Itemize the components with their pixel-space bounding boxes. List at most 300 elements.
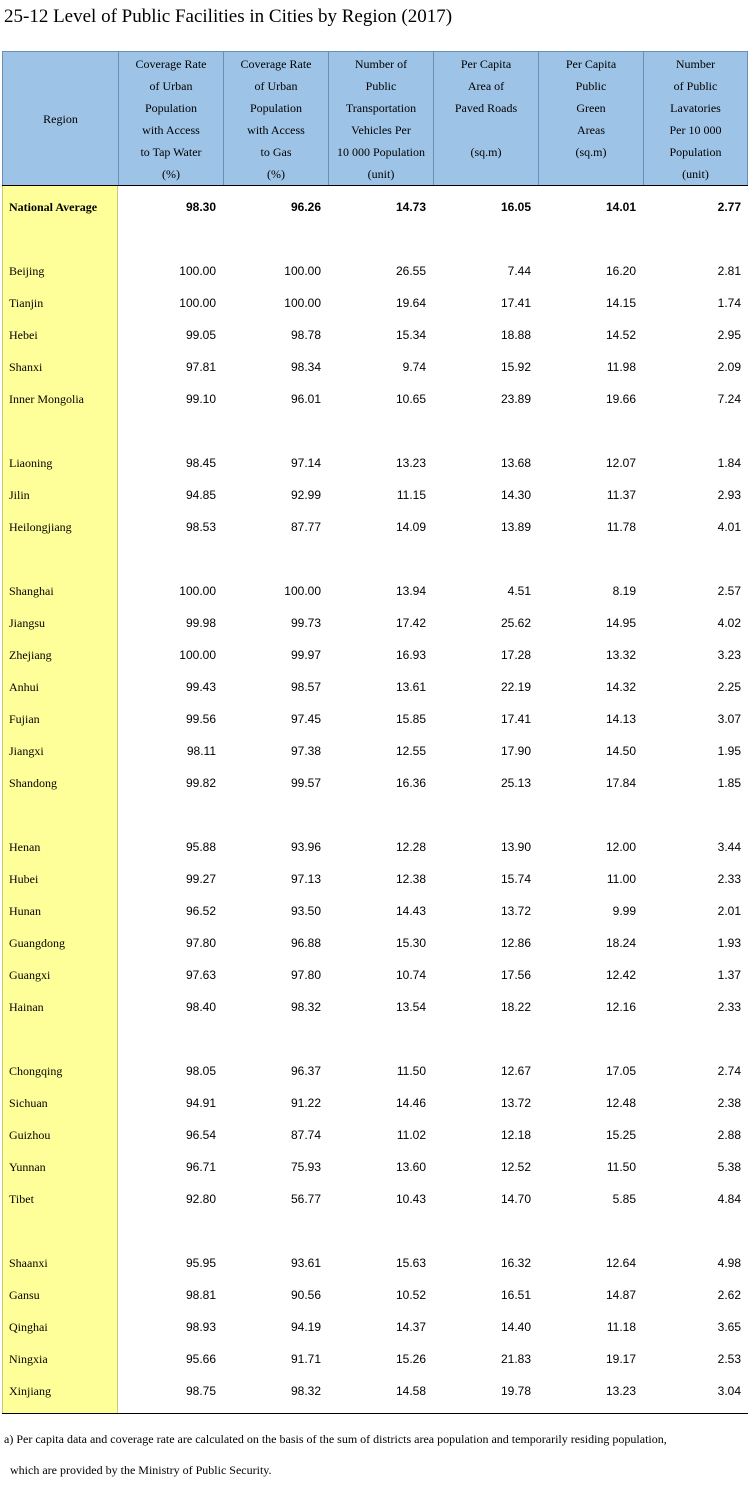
header-paved-roads xyxy=(433,52,538,185)
table-row xyxy=(2,296,748,316)
table-row xyxy=(2,264,748,284)
region-name: Liaoning xyxy=(9,456,53,470)
value-cell: 18.24 xyxy=(605,936,636,950)
header-line: (%) xyxy=(162,167,180,181)
region-name: Hubei xyxy=(9,872,39,886)
table-row xyxy=(2,1128,748,1148)
value-cell: 12.67 xyxy=(500,1064,531,1078)
region-name: Zhejiang xyxy=(9,648,52,662)
table-row xyxy=(2,392,748,412)
footnote-line-1: a) Per capita data and coverage rate are calculated on the basis of the sum of districts area population and temporarily residing population, xyxy=(4,1432,667,1446)
value-cell: 15.25 xyxy=(605,1128,636,1142)
value-cell: 56.77 xyxy=(290,1192,321,1206)
value-cell: 2.09 xyxy=(717,360,741,374)
region-name: Beijing xyxy=(9,264,45,278)
value-cell: 99.73 xyxy=(290,616,321,630)
footnote-line-2: which are provided by the Ministry of Public Security. xyxy=(10,1463,272,1477)
value-cell: 12.52 xyxy=(500,1160,531,1174)
header-line: Public xyxy=(365,79,397,93)
value-cell: 100.00 xyxy=(284,296,321,310)
value-cell: 3.44 xyxy=(717,840,741,854)
region-name: Qinghai xyxy=(9,1320,48,1334)
value-cell: 1.74 xyxy=(717,296,741,310)
value-cell: 10.65 xyxy=(395,392,426,406)
value-cell: 23.89 xyxy=(500,392,531,406)
value-cell: 18.22 xyxy=(500,1000,531,1014)
value-cell: 14.46 xyxy=(395,1096,426,1110)
header-line xyxy=(539,163,643,185)
region-name: Tianjin xyxy=(9,296,44,310)
value-cell: 12.38 xyxy=(395,872,426,886)
value-cell: 19.66 xyxy=(605,392,636,406)
value-cell: 98.34 xyxy=(290,360,321,374)
value-cell: 5.38 xyxy=(717,1160,741,1174)
value-cell: 17.41 xyxy=(500,296,531,310)
region-name: Jiangsu xyxy=(9,616,45,630)
value-cell: 2.33 xyxy=(717,872,741,886)
value-cell: 2.77 xyxy=(717,200,741,214)
header-line: Vehicles Per xyxy=(351,123,411,137)
header-line: (%) xyxy=(267,167,285,181)
value-cell: 12.18 xyxy=(500,1128,531,1142)
region-name: Jilin xyxy=(9,488,30,502)
header-line xyxy=(434,163,538,185)
value-cell: 14.70 xyxy=(500,1192,531,1206)
value-cell: 1.93 xyxy=(717,936,741,950)
value-cell: 9.99 xyxy=(612,904,636,918)
table-body xyxy=(2,186,748,1414)
table-row xyxy=(2,584,748,604)
value-cell: 17.56 xyxy=(500,968,531,982)
value-cell: 14.32 xyxy=(605,680,636,694)
header-line: (sq.m) xyxy=(470,145,502,159)
value-cell: 11.00 xyxy=(606,872,636,886)
value-cell: 13.90 xyxy=(500,840,531,854)
region-name: Guangxi xyxy=(9,968,51,982)
value-cell: 96.71 xyxy=(185,1160,216,1174)
value-cell: 13.68 xyxy=(500,456,531,470)
header-line: Coverage Rate xyxy=(240,57,312,71)
header-line: Paved Roads xyxy=(454,101,518,115)
value-cell: 4.51 xyxy=(507,584,531,598)
value-cell: 12.64 xyxy=(605,1256,636,1270)
value-cell: 16.93 xyxy=(395,648,426,662)
value-cell: 2.25 xyxy=(717,680,741,694)
value-cell: 96.54 xyxy=(185,1128,216,1142)
value-cell: 99.43 xyxy=(185,680,216,694)
table-row xyxy=(2,1096,748,1116)
region-name: Hainan xyxy=(9,1000,44,1014)
table-row xyxy=(2,712,748,732)
value-cell: 99.82 xyxy=(185,776,216,790)
value-cell: 5.85 xyxy=(612,1192,636,1206)
value-cell: 95.88 xyxy=(185,840,216,854)
value-cell: 14.52 xyxy=(605,328,636,342)
value-cell: 97.63 xyxy=(185,968,216,982)
value-cell: 12.55 xyxy=(395,744,426,758)
table-row xyxy=(2,616,748,636)
value-cell: 25.13 xyxy=(500,776,531,790)
table-row xyxy=(2,488,748,508)
value-cell: 100.00 xyxy=(284,584,321,598)
value-cell: 97.14 xyxy=(290,456,321,470)
value-cell: 99.57 xyxy=(290,776,321,790)
header-line: with Access xyxy=(142,123,200,137)
table-row xyxy=(2,968,748,988)
header-line: (unit) xyxy=(367,167,395,181)
value-cell: 15.85 xyxy=(395,712,426,726)
value-cell: 87.74 xyxy=(290,1128,321,1142)
region-name: Sichuan xyxy=(9,1096,48,1110)
value-cell: 98.05 xyxy=(185,1064,216,1078)
header-line: Population xyxy=(669,145,722,159)
value-cell: 100.00 xyxy=(284,264,321,278)
value-cell: 21.83 xyxy=(500,1352,531,1366)
header-line: Lavatories xyxy=(670,101,721,115)
value-cell: 16.51 xyxy=(500,1288,531,1302)
value-cell: 17.42 xyxy=(395,616,426,630)
region-name: Hebei xyxy=(9,328,38,342)
value-cell: 2.53 xyxy=(717,1352,741,1366)
value-cell: 2.81 xyxy=(717,264,741,278)
value-cell: 96.37 xyxy=(290,1064,321,1078)
header-line: to Gas xyxy=(260,145,292,159)
table-row xyxy=(2,456,748,476)
value-cell: 99.27 xyxy=(185,872,216,886)
value-cell: 12.42 xyxy=(605,968,636,982)
value-cell: 15.92 xyxy=(500,360,531,374)
value-cell: 19.78 xyxy=(500,1384,531,1398)
value-cell: 14.50 xyxy=(605,744,636,758)
value-cell: 97.80 xyxy=(290,968,321,982)
value-cell: 19.17 xyxy=(605,1352,636,1366)
value-cell: 13.89 xyxy=(500,520,531,534)
value-cell: 16.32 xyxy=(500,1256,531,1270)
value-cell: 16.05 xyxy=(500,200,531,214)
table-row xyxy=(2,840,748,860)
value-cell: 98.40 xyxy=(185,1000,216,1014)
table-row xyxy=(2,1320,748,1340)
header-line: with Access xyxy=(247,123,305,137)
value-cell: 4.02 xyxy=(717,616,741,630)
value-cell: 14.58 xyxy=(395,1384,426,1398)
header-lavatories xyxy=(643,52,748,185)
region-name: Jiangxi xyxy=(9,744,44,758)
value-cell: 2.93 xyxy=(717,488,741,502)
page-title: 25-12 Level of Public Facilities in Cities by Region (2017) xyxy=(4,6,453,27)
national-average-row xyxy=(2,200,748,220)
value-cell: 11.78 xyxy=(606,520,636,534)
value-cell: 14.30 xyxy=(500,488,531,502)
value-cell: 11.50 xyxy=(606,1160,636,1174)
value-cell: 13.72 xyxy=(500,1096,531,1110)
value-cell: 93.96 xyxy=(290,840,321,854)
table-row xyxy=(2,776,748,796)
value-cell: 98.45 xyxy=(185,456,216,470)
value-cell: 98.53 xyxy=(185,520,216,534)
header-line: Area of xyxy=(467,79,505,93)
table-row xyxy=(2,744,748,764)
header-line: to Tap Water xyxy=(140,145,202,159)
value-cell: 14.01 xyxy=(605,200,636,214)
table-header xyxy=(2,51,748,186)
value-cell: 13.23 xyxy=(605,1384,636,1398)
value-cell: 100.00 xyxy=(179,584,216,598)
value-cell: 11.50 xyxy=(396,1064,426,1078)
value-cell: 96.01 xyxy=(290,392,321,406)
value-cell: 100.00 xyxy=(179,296,216,310)
value-cell: 1.37 xyxy=(717,968,741,982)
value-cell: 22.19 xyxy=(500,680,531,694)
value-cell: 97.80 xyxy=(185,936,216,950)
header-line: Number of xyxy=(354,57,408,71)
header-line: of Urban xyxy=(149,79,193,93)
value-cell: 92.80 xyxy=(185,1192,216,1206)
value-cell: 10.52 xyxy=(395,1288,426,1302)
value-cell: 14.09 xyxy=(395,520,426,534)
value-cell: 98.78 xyxy=(290,328,321,342)
header-line: Per Capita xyxy=(460,57,512,71)
value-cell: 94.85 xyxy=(185,488,216,502)
value-cell: 94.19 xyxy=(290,1320,321,1334)
value-cell: 98.32 xyxy=(290,1000,321,1014)
table-row xyxy=(2,1192,748,1212)
region-name: Shanghai xyxy=(9,584,54,598)
table-row xyxy=(2,648,748,668)
value-cell: 2.38 xyxy=(717,1096,741,1110)
region-name: Chongqing xyxy=(9,1064,63,1078)
value-cell: 17.41 xyxy=(500,712,531,726)
region-name: Inner Mongolia xyxy=(9,392,84,406)
header-line: Green xyxy=(576,101,606,115)
value-cell: 13.23 xyxy=(395,456,426,470)
region-name: Ningxia xyxy=(9,1352,48,1366)
value-cell: 98.81 xyxy=(185,1288,216,1302)
value-cell: 14.73 xyxy=(395,200,426,214)
value-cell: 1.85 xyxy=(717,776,741,790)
table-row xyxy=(2,1256,748,1276)
value-cell: 3.04 xyxy=(717,1384,741,1398)
table-row xyxy=(2,360,748,380)
header-line: Number xyxy=(675,57,716,71)
value-cell: 99.56 xyxy=(185,712,216,726)
table-row xyxy=(2,904,748,924)
value-cell: 75.93 xyxy=(290,1160,321,1174)
value-cell: 2.95 xyxy=(717,328,741,342)
value-cell: 2.01 xyxy=(717,904,741,918)
table-row xyxy=(2,1000,748,1020)
value-cell: 19.64 xyxy=(395,296,426,310)
value-cell: 2.62 xyxy=(717,1288,741,1302)
value-cell: 99.05 xyxy=(185,328,216,342)
data-table xyxy=(2,51,748,1414)
value-cell: 11.98 xyxy=(606,360,636,374)
table-row xyxy=(2,936,748,956)
region-name: Fujian xyxy=(9,712,40,726)
value-cell: 18.88 xyxy=(500,328,531,342)
value-cell: 16.36 xyxy=(395,776,426,790)
value-cell: 94.91 xyxy=(185,1096,216,1110)
header-line: Transportation xyxy=(345,101,417,115)
value-cell: 12.07 xyxy=(605,456,636,470)
value-cell: 10.74 xyxy=(395,968,426,982)
value-cell: 14.40 xyxy=(500,1320,531,1334)
value-cell: 4.84 xyxy=(717,1192,741,1206)
value-cell: 15.74 xyxy=(500,872,531,886)
value-cell: 10.43 xyxy=(395,1192,426,1206)
value-cell: 100.00 xyxy=(179,648,216,662)
value-cell: 2.88 xyxy=(717,1128,741,1142)
value-cell: 14.37 xyxy=(395,1320,426,1334)
value-cell: 26.55 xyxy=(395,264,426,278)
value-cell: 97.45 xyxy=(290,712,321,726)
header-line: Per 10 000 xyxy=(669,123,722,137)
region-name: Gansu xyxy=(9,1288,40,1302)
table-row xyxy=(2,1288,748,1308)
value-cell: 13.32 xyxy=(605,648,636,662)
table-row xyxy=(2,1064,748,1084)
header-tap-water xyxy=(118,52,223,185)
header-region-label: Region xyxy=(43,112,78,126)
value-cell: 97.81 xyxy=(185,360,216,374)
value-cell: 99.10 xyxy=(185,392,216,406)
region-name: Guangdong xyxy=(9,936,65,950)
value-cell: 14.95 xyxy=(605,616,636,630)
value-cell: 95.66 xyxy=(185,1352,216,1366)
table-row xyxy=(2,1160,748,1180)
value-cell: 4.01 xyxy=(717,520,741,534)
value-cell: 4.98 xyxy=(717,1256,741,1270)
value-cell: 99.98 xyxy=(185,616,216,630)
region-name: Guizhou xyxy=(9,1128,51,1142)
value-cell: 14.13 xyxy=(605,712,636,726)
table-row xyxy=(2,1384,748,1404)
header-line: Population xyxy=(144,101,197,115)
table-row xyxy=(2,872,748,892)
value-cell: 92.99 xyxy=(290,488,321,502)
value-cell: 11.15 xyxy=(396,488,426,502)
value-cell: 25.62 xyxy=(500,616,531,630)
header-line: Population xyxy=(249,101,302,115)
value-cell: 12.00 xyxy=(605,840,636,854)
region-name: Tibet xyxy=(9,1192,34,1206)
value-cell: 7.24 xyxy=(717,392,741,406)
value-cell: 87.77 xyxy=(290,520,321,534)
value-cell: 1.95 xyxy=(717,744,741,758)
value-cell: 98.93 xyxy=(185,1320,216,1334)
value-cell: 2.74 xyxy=(717,1064,741,1078)
value-cell: 11.02 xyxy=(396,1128,426,1142)
value-cell: 98.30 xyxy=(185,200,216,214)
value-cell: 12.16 xyxy=(605,1000,636,1014)
value-cell: 9.74 xyxy=(402,360,426,374)
value-cell: 15.34 xyxy=(395,328,426,342)
header-transport-vehicles xyxy=(328,52,433,185)
value-cell: 91.22 xyxy=(290,1096,321,1110)
header-line: Per Capita xyxy=(565,57,617,71)
value-cell: 91.71 xyxy=(290,1352,321,1366)
region-name: National Average xyxy=(9,200,98,214)
value-cell: 100.00 xyxy=(179,264,216,278)
value-cell: 8.19 xyxy=(612,584,636,598)
value-cell: 98.11 xyxy=(186,744,216,758)
value-cell: 12.28 xyxy=(395,840,426,854)
header-line: (sq.m) xyxy=(575,145,607,159)
value-cell: 98.75 xyxy=(185,1384,216,1398)
value-cell: 95.95 xyxy=(185,1256,216,1270)
value-cell: 12.48 xyxy=(605,1096,636,1110)
header-line: Public xyxy=(575,79,607,93)
value-cell: 97.38 xyxy=(290,744,321,758)
region-name: Hunan xyxy=(9,904,41,918)
value-cell: 15.30 xyxy=(395,936,426,950)
region-name: Yunnan xyxy=(9,1160,46,1174)
header-line: Areas xyxy=(577,123,605,137)
value-cell: 15.26 xyxy=(395,1352,426,1366)
value-cell: 2.57 xyxy=(717,584,741,598)
value-cell: 14.87 xyxy=(605,1288,636,1302)
region-name: Anhui xyxy=(9,680,39,694)
header-line: Coverage Rate xyxy=(135,57,207,71)
region-name: Xinjiang xyxy=(9,1384,51,1398)
value-cell: 17.28 xyxy=(500,648,531,662)
table-row xyxy=(2,680,748,700)
table-row xyxy=(2,520,748,540)
value-cell: 3.07 xyxy=(717,712,741,726)
value-cell: 17.05 xyxy=(605,1064,636,1078)
header-line: (unit) xyxy=(682,167,709,181)
table-row xyxy=(2,1352,748,1372)
header-line: 10 000 Population xyxy=(336,145,425,159)
value-cell: 13.72 xyxy=(500,904,531,918)
region-name: Shanxi xyxy=(9,360,43,374)
value-cell: 15.63 xyxy=(395,1256,426,1270)
value-cell: 7.44 xyxy=(507,264,531,278)
header-green-areas xyxy=(538,52,643,185)
value-cell: 17.90 xyxy=(500,744,531,758)
header-line xyxy=(434,119,538,141)
region-name: Shaanxi xyxy=(9,1256,48,1270)
region-name: Shandong xyxy=(9,776,57,790)
value-cell: 13.61 xyxy=(395,680,426,694)
value-cell: 1.84 xyxy=(717,456,741,470)
value-cell: 14.43 xyxy=(395,904,426,918)
value-cell: 96.88 xyxy=(290,936,321,950)
header-line: of Urban xyxy=(254,79,298,93)
value-cell: 93.50 xyxy=(290,904,321,918)
value-cell: 11.18 xyxy=(606,1320,636,1334)
value-cell: 96.26 xyxy=(290,200,321,214)
value-cell: 96.52 xyxy=(185,904,216,918)
value-cell: 13.60 xyxy=(395,1160,426,1174)
value-cell: 13.94 xyxy=(395,584,426,598)
value-cell: 13.54 xyxy=(395,1000,426,1014)
value-cell: 90.56 xyxy=(290,1288,321,1302)
value-cell: 16.20 xyxy=(605,264,636,278)
header-region xyxy=(2,52,118,185)
table-row xyxy=(2,328,748,348)
value-cell: 3.65 xyxy=(717,1320,741,1334)
value-cell: 98.57 xyxy=(290,680,321,694)
value-cell: 3.23 xyxy=(717,648,741,662)
region-name: Henan xyxy=(9,840,41,854)
value-cell: 99.97 xyxy=(290,648,321,662)
value-cell: 97.13 xyxy=(290,872,321,886)
value-cell: 93.61 xyxy=(290,1256,321,1270)
value-cell: 17.84 xyxy=(605,776,636,790)
header-gas xyxy=(223,52,328,185)
value-cell: 2.33 xyxy=(717,1000,741,1014)
